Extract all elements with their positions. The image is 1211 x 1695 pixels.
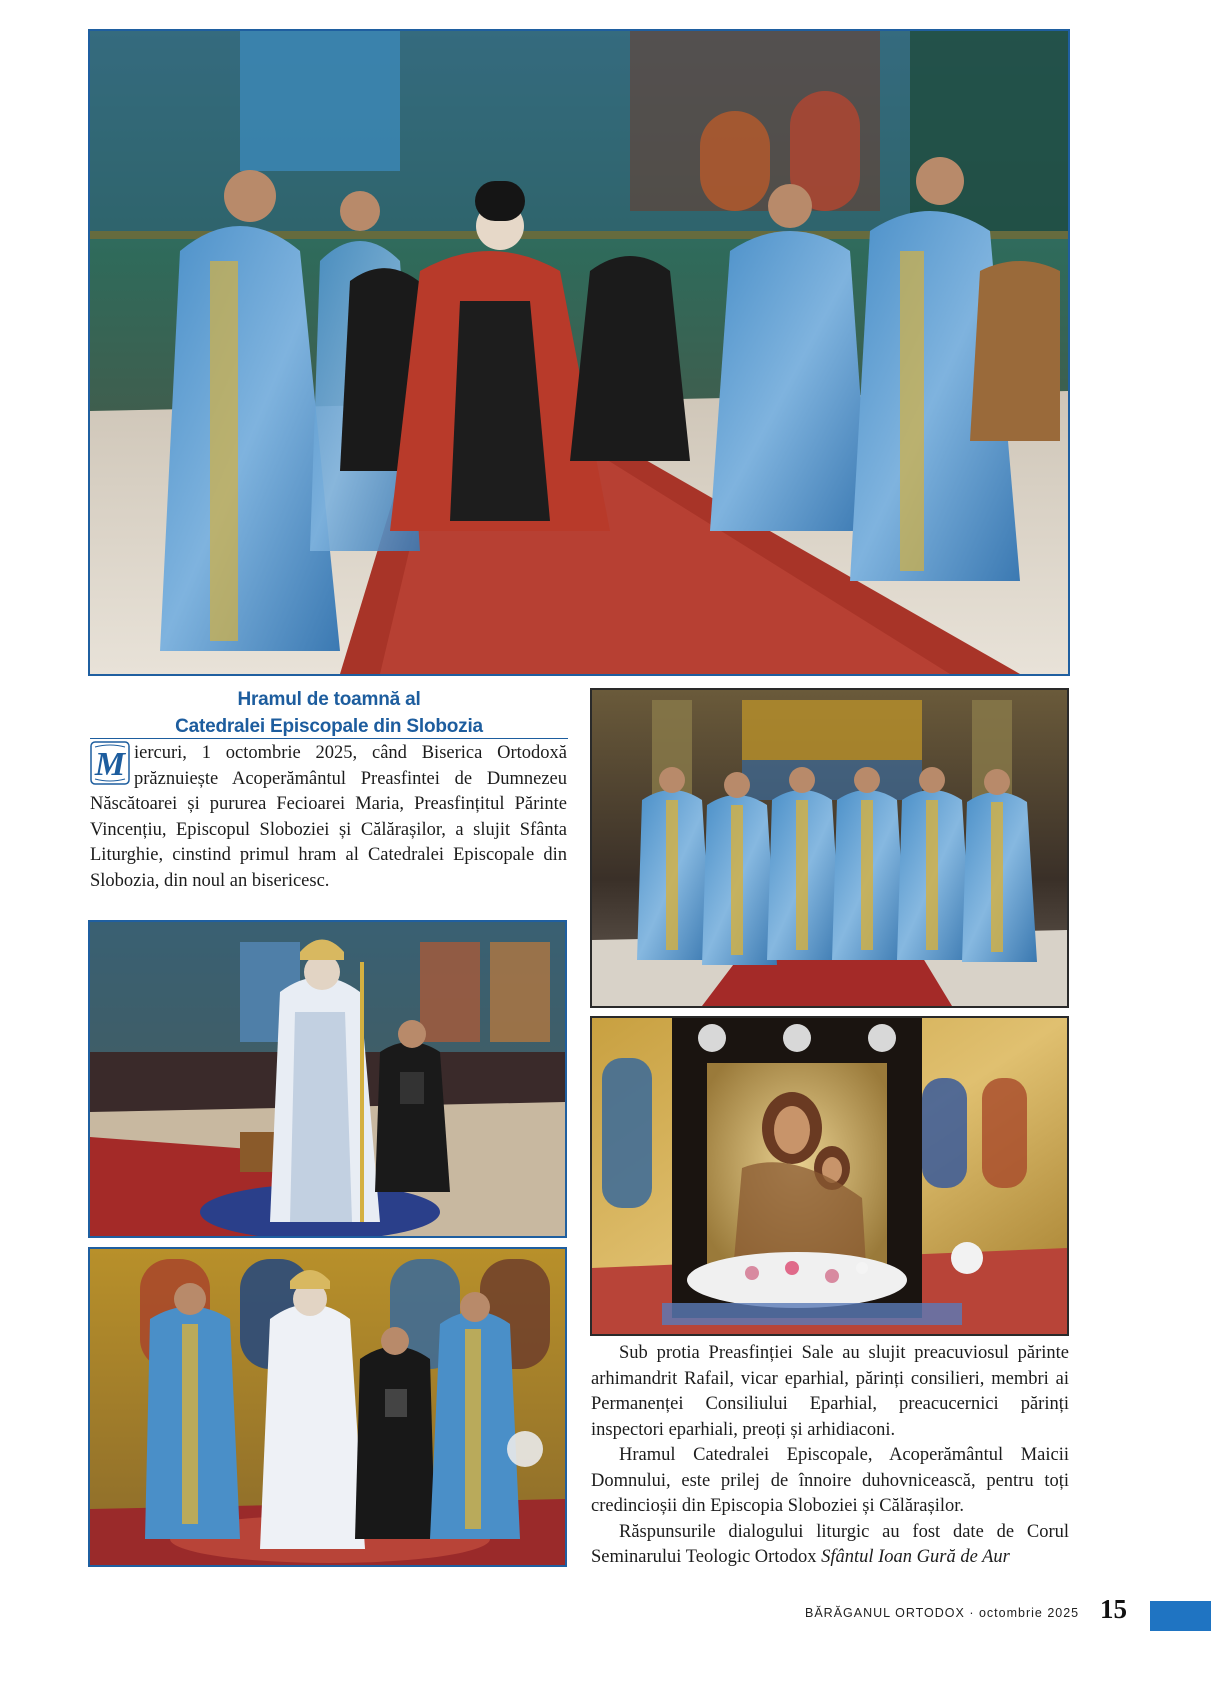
drop-cap-letter: M	[94, 746, 126, 783]
seminary-name: Sfântul Ioan Gură de Aur	[821, 1547, 1010, 1567]
photo-bishop-white-vestments	[88, 920, 567, 1238]
article-title	[90, 686, 568, 740]
issue-date: octombrie 2025	[978, 1606, 1080, 1620]
photo-procession	[88, 29, 1070, 676]
footer-separator: ·	[964, 1606, 979, 1620]
article-continuation	[591, 1341, 1069, 1571]
title-divider	[90, 738, 568, 739]
paragraph-feast: Hramul Catedralei Episcopale, Acoperământul Maicii Domnului, este prilej de înnoire duhovnicească, pentru toți credincioșii din Episcopia Sloboziei și Călărașilor.	[591, 1445, 1069, 1516]
drop-cap-ornament	[90, 741, 130, 785]
article-intro	[90, 741, 567, 894]
page-tab	[1150, 1601, 1211, 1631]
intro-text: iercuri, 1 octombrie 2025, când Biserica Ortodoxă prăznuiește Acoperământul Preasfintei de Dumnezeu Născătoarei și pururea Fecioarei Maria, Preasfințitul Părinte Vincențiu, Episcopul Sloboziei și Călărașilor, a slujit Sfânta Liturghie, cinstind primul hram al Catedralei Episcopale din Slobozia, din noul an bisericesc.	[90, 743, 567, 891]
paragraph-clergy: Sub protia Preasfinției Sale au slujit preacuviosul părinte arhimandrit Rafail, vicar eparhial, părinți consilieri, membri ai Permanenței Consiliului Eparhial, preacucernici părinți inspectori eparhiali, preoți și arhidiaconi.	[591, 1343, 1069, 1440]
page-number: 15	[1100, 1594, 1127, 1624]
paragraph-choir-text: Răspunsurile dialogului liturgic au fost date de Corul Seminarului Teologic Ortodox	[591, 1521, 1069, 1567]
article-title-line2: Catedralei Episcopale din Slobozia	[175, 716, 483, 737]
publication-name: BĂRĂGANUL ORTODOX	[805, 1606, 965, 1620]
article-title-line1: Hramul de toamnă al	[237, 689, 421, 710]
footer-publication	[805, 1606, 1079, 1620]
photo-icon-theotokos	[590, 1016, 1069, 1336]
photo-clergy-iconostasis	[88, 1247, 567, 1567]
paragraph-choir	[591, 1520, 1069, 1571]
photo-deacons-lineup	[590, 688, 1069, 1008]
